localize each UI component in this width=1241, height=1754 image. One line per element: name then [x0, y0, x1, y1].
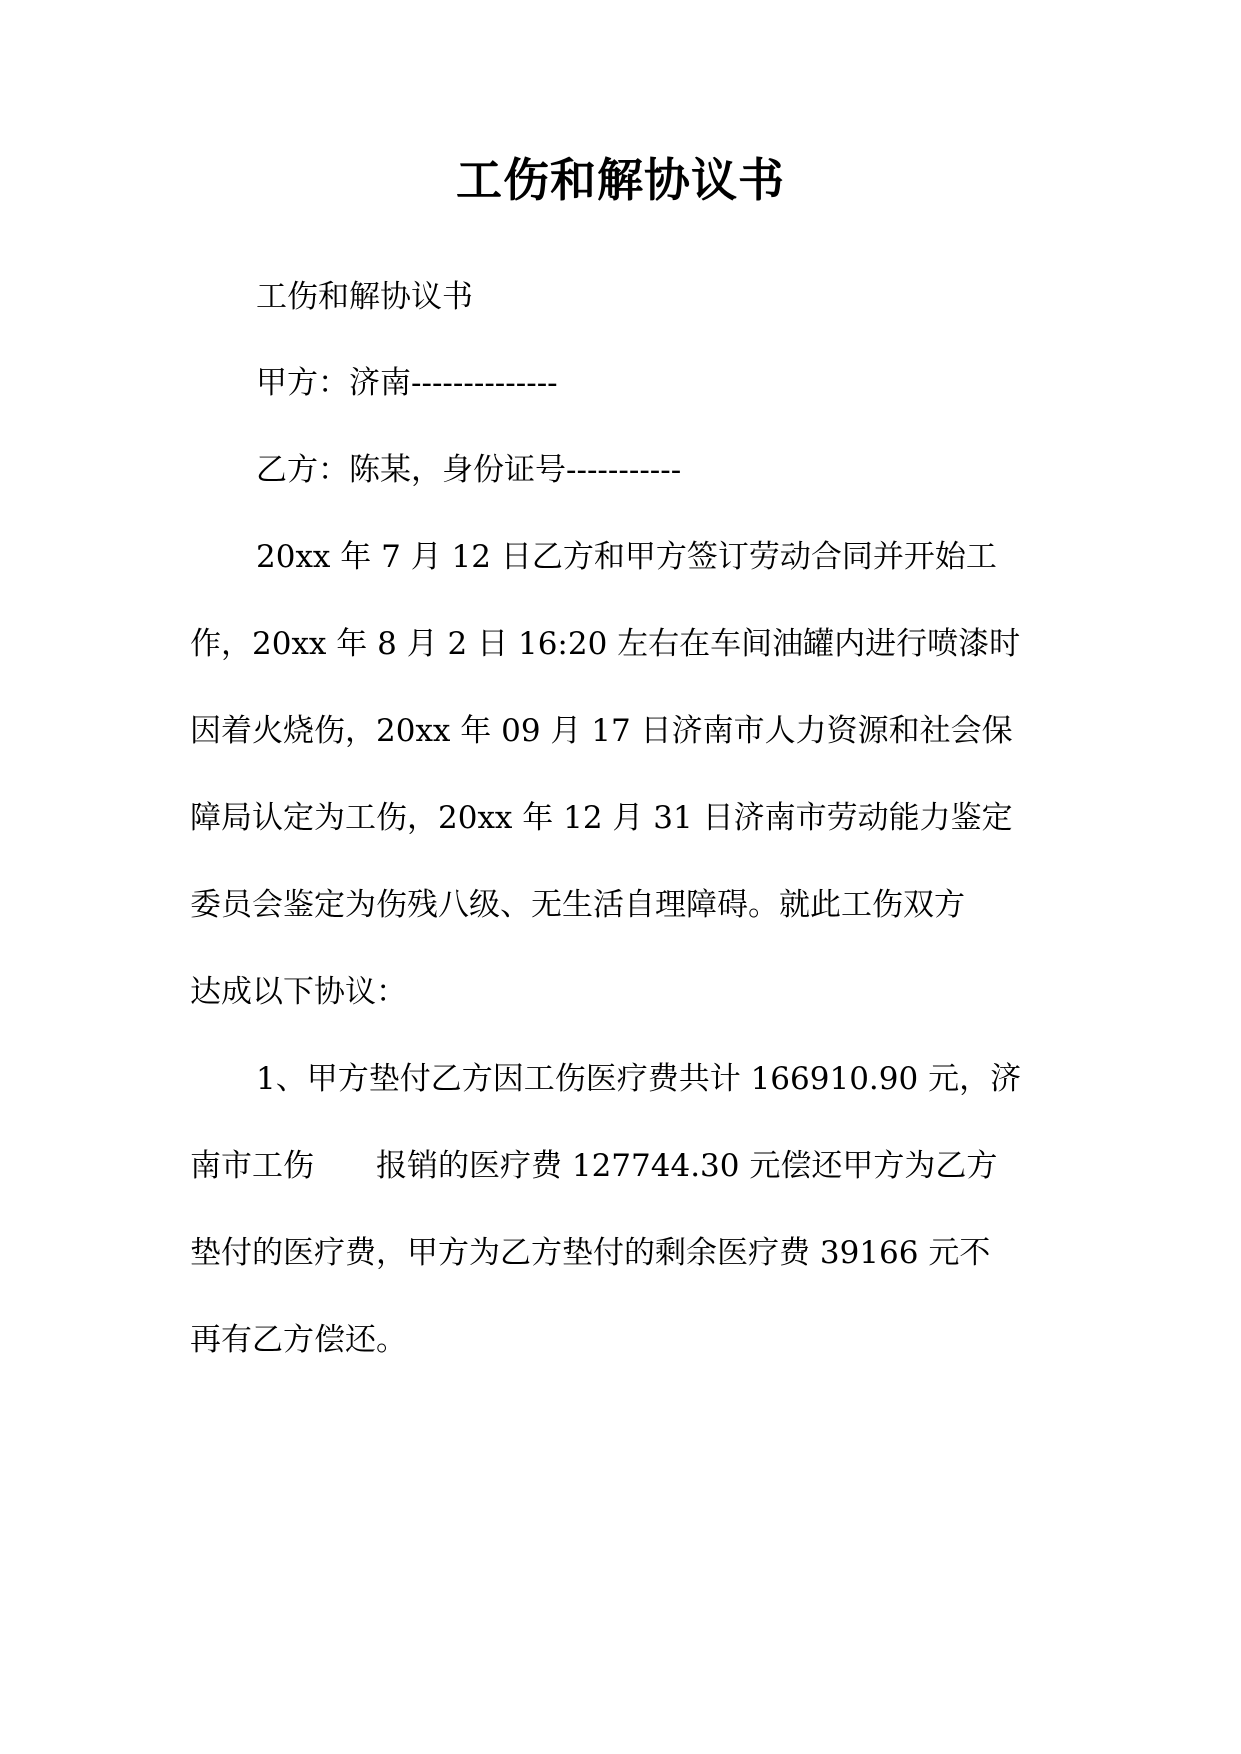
document-title: 工伤和解协议书: [456, 153, 785, 207]
paragraph-line: 达成以下协议：: [190, 974, 407, 1010]
paragraph-line: 20xx 年 7 月 12 日乙方和甲方签订劳动合同并开始工: [256, 539, 997, 575]
paragraph-line: 障局认定为工伤，20xx 年 12 月 31 日济南市劳动能力鉴定: [190, 800, 1013, 836]
party-a-line: 甲方：济南--------------: [256, 365, 558, 401]
clause-text: 报销的医疗费 127744.30 元偿还甲方为乙方: [376, 1148, 998, 1184]
clause-line: 垫付的医疗费，甲方为乙方垫付的剩余医疗费 39166 元不: [190, 1235, 991, 1271]
paragraph-line: 委员会鉴定为伤残八级、无生活自理障碍。就此工伤双方: [190, 887, 965, 923]
clause-text: 南市工伤: [190, 1148, 314, 1184]
subtitle-line: 工伤和解协议书: [256, 279, 473, 315]
clause-line: [190, 1146, 997, 1186]
clause-line: 1、甲方垫付乙方因工伤医疗费共计 166910.90 元，济: [256, 1061, 1022, 1097]
paragraph-line: 因着火烧伤，20xx 年 09 月 17 日济南市人力资源和社会保: [190, 713, 1013, 749]
paragraph-line: 作，20xx 年 8 月 2 日 16:20 左右在车间油罐内进行喷漆时: [190, 626, 1021, 662]
party-b-line: 乙方：陈某，身份证号-----------: [256, 452, 682, 488]
clause-line: 再有乙方偿还。: [190, 1322, 407, 1358]
